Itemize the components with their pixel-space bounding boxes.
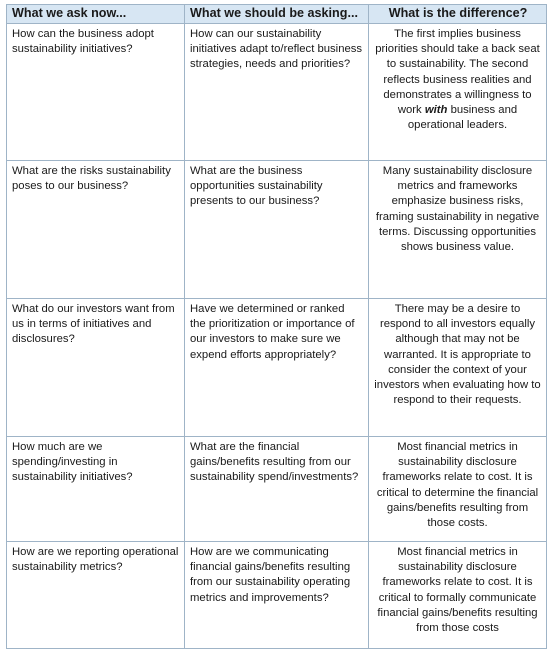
difference-cell: Most financial metrics in sustainability disclosure frameworks relate to cost. It is critical to formally communicate financial gains/benefits resulting from those costs <box>369 542 547 649</box>
should-ask-cell: What are the business opportunities sustainability presents to our business? <box>185 161 369 299</box>
should-ask-cell: Have we determined or ranked the prioritization or importance of our investors to make sure we expend efforts appropriately? <box>185 299 369 437</box>
should-ask-cell: What are the financial gains/benefits resulting from our sustainability spend/investments? <box>185 437 369 542</box>
table-row <box>7 24 547 161</box>
difference-text: The first implies business priorities should take a back seat to sustainability. The second reflects business realities and demonstrates a willingness to work <box>375 28 540 117</box>
header-ask-now: What we ask now... <box>7 5 185 24</box>
table-row <box>7 437 547 542</box>
table-row <box>7 299 547 437</box>
should-ask-cell: How are we communicating financial gains/benefits resulting from our sustainability operating metrics and improvements? <box>185 542 369 649</box>
difference-cell: There may be a desire to respond to all investors equally although that may not be warranted. It is appropriate to consider the context of your investors when evaluating how to respond to their requests. <box>369 299 547 437</box>
ask-now-cell: What do our investors want from us in terms of initiatives and disclosures? <box>7 299 185 437</box>
ask-now-cell: How can the business adopt sustainability initiatives? <box>7 24 185 161</box>
difference-emphasis: with <box>424 104 448 117</box>
header-should-ask: What we should be asking... <box>185 5 369 24</box>
table-row <box>7 161 547 299</box>
difference-cell: Many sustainability disclosure metrics and frameworks emphasize business risks, framing sustainability in negative terms. Discussing opportunities shows business value. <box>369 161 547 299</box>
questions-table <box>6 4 547 649</box>
header-row <box>7 5 547 24</box>
ask-now-cell: How much are we spending/investing in sustainability initiatives? <box>7 437 185 542</box>
difference-text-end: business and operational leaders. <box>407 104 518 132</box>
ask-now-cell: What are the risks sustainability poses to our business? <box>7 161 185 299</box>
header-difference: What is the difference? <box>369 5 547 24</box>
table-row <box>7 542 547 649</box>
difference-cell: Most financial metrics in sustainability disclosure frameworks relate to cost. It is critical to determine the financial gains/benefits resulting from those costs. <box>369 437 547 542</box>
should-ask-cell: How can our sustainability initiatives adapt to/reflect business strategies, needs and priorities? <box>185 24 369 161</box>
table-header <box>7 5 547 24</box>
difference-cell <box>369 24 547 161</box>
table-body <box>7 24 547 649</box>
ask-now-cell: How are we reporting operational sustainability metrics? <box>7 542 185 649</box>
